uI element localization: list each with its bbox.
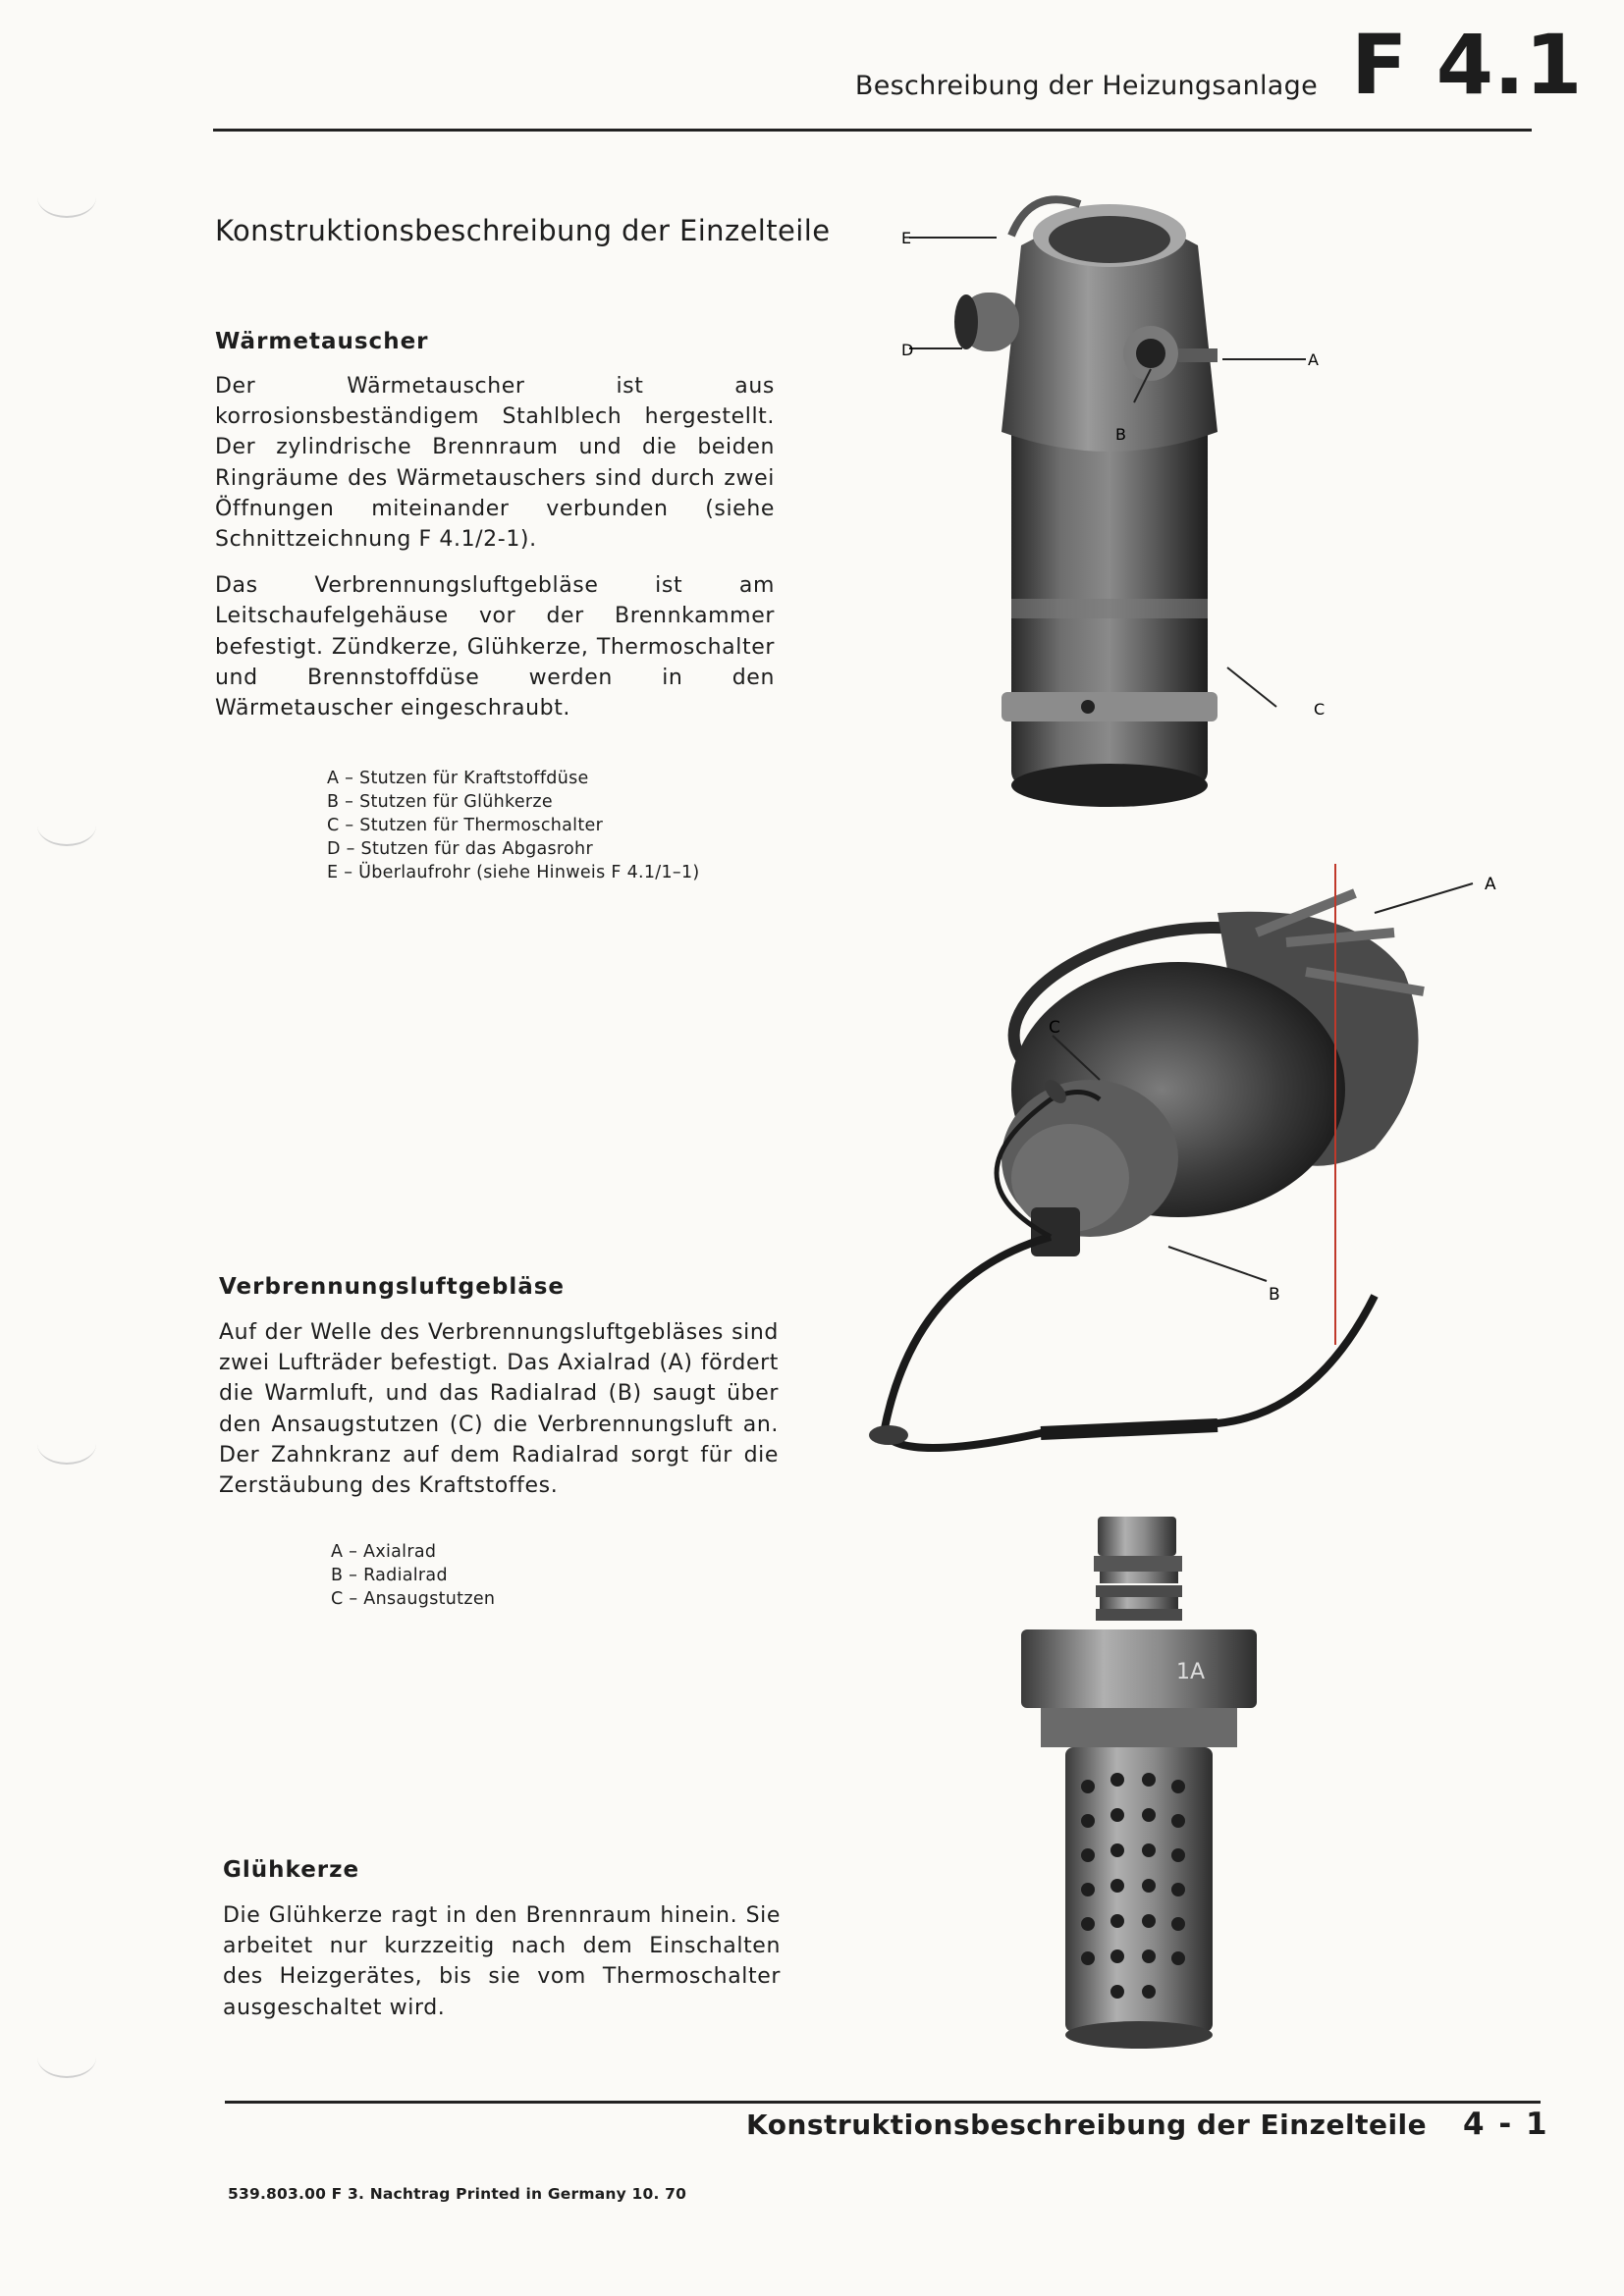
geblaese-legend: [331, 1540, 495, 1611]
gluehkerze-paragraph: Die Glühkerze ragt in den Brennraum hinein. Sie arbeitet nur kurzzeitig nach dem Einschalten des Heizgerätes, bis sie vom Thermoschalter ausgeschaltet wird.: [223, 1903, 781, 2020]
label-a: A: [1308, 350, 1319, 369]
footer-title: Konstruktionsbeschreibung der Einzelteile: [746, 2109, 1428, 2141]
label-c: C: [1314, 700, 1326, 719]
punch-hole-mark: [37, 2037, 96, 2078]
legend-item: B – Stutzen für Glühkerze: [327, 792, 553, 812]
waermetauscher-paragraph-1: Der Wärmetauscher ist aus korrosionsbeständigem Stahlblech hergestellt. Der zylindrische Brennraum und die beiden Ringräume des Wärmetauschers sind durch zwei Öffnungen miteinander verbunden (siehe Schnittzeichnung F 4.1/2-1).: [215, 374, 775, 553]
waermetauscher-paragraph-2: Das Verbrennungsluftgebläse ist am Leitschaufelgehäuse vor der Brennkammer befestigt. Zündkerze, Glühkerze, Thermoschalter und Brennstoffdüse werden in den Wärmetauscher eingeschraubt.: [215, 573, 775, 721]
glow-plug-photo: [1011, 1517, 1267, 2066]
legend-item: E – Überlaufrohr (siehe Hinweis F 4.1/1–1): [327, 863, 700, 882]
legend-item: A – Axialrad: [331, 1542, 437, 1562]
legend-item: A – Stutzen für Kraftstoffdüse: [327, 769, 589, 788]
heading-gluehkerze: Glühkerze: [223, 1857, 360, 1883]
geblaese-paragraph: Auf der Welle des Verbrennungsluftgebläses sind zwei Lufträder befestigt. Das Axialrad (A) fördert die Warmluft, und das Radialrad (B) saugt über den Ansaugstutzen (C) die Verbrennungsluft an. Der Zahnkranz auf dem Radialrad sorgt für die Zerstäubung des Kraftstoffes.: [219, 1320, 779, 1499]
label-e: E: [901, 229, 912, 247]
print-reference: 539.803.00 F 3. Nachtrag Printed in Germany 10. 70: [228, 2185, 687, 2203]
header-rule: [213, 129, 1532, 132]
glow-plug-stamp: 1A: [1176, 1660, 1206, 1684]
waermetauscher-text: [215, 371, 775, 723]
blower-photo: [844, 825, 1551, 1512]
legend-item: C – Ansaugstutzen: [331, 1589, 496, 1609]
legend-item: C – Stutzen für Thermoschalter: [327, 816, 604, 835]
label-d: D: [901, 341, 914, 359]
footer-rule: [225, 2101, 1541, 2104]
label-b: B: [1269, 1285, 1280, 1305]
label-a: A: [1485, 875, 1496, 894]
heading-verbrennungsluftgeblaese: Verbrennungsluftgebläse: [219, 1274, 566, 1300]
page-header-title: Beschreibung der Heizungsanlage: [854, 71, 1318, 101]
waermetauscher-legend: [327, 767, 700, 884]
page-number: 4 - 1: [1463, 2107, 1549, 2142]
legend-item: B – Radialrad: [331, 1566, 448, 1585]
punch-hole-mark: [37, 177, 96, 218]
punch-hole-mark: [37, 805, 96, 846]
section-title: Konstruktionsbeschreibung der Einzelteile: [215, 214, 831, 247]
label-b: B: [1115, 425, 1126, 444]
legend-item: D – Stutzen für das Abgasrohr: [327, 839, 593, 859]
heat-exchanger-photo: [884, 177, 1345, 815]
punch-hole-mark: [37, 1423, 96, 1465]
section-number: F 4.1: [1351, 17, 1583, 113]
label-c: C: [1049, 1018, 1060, 1038]
heading-waermetauscher: Wärmetauscher: [215, 329, 429, 354]
